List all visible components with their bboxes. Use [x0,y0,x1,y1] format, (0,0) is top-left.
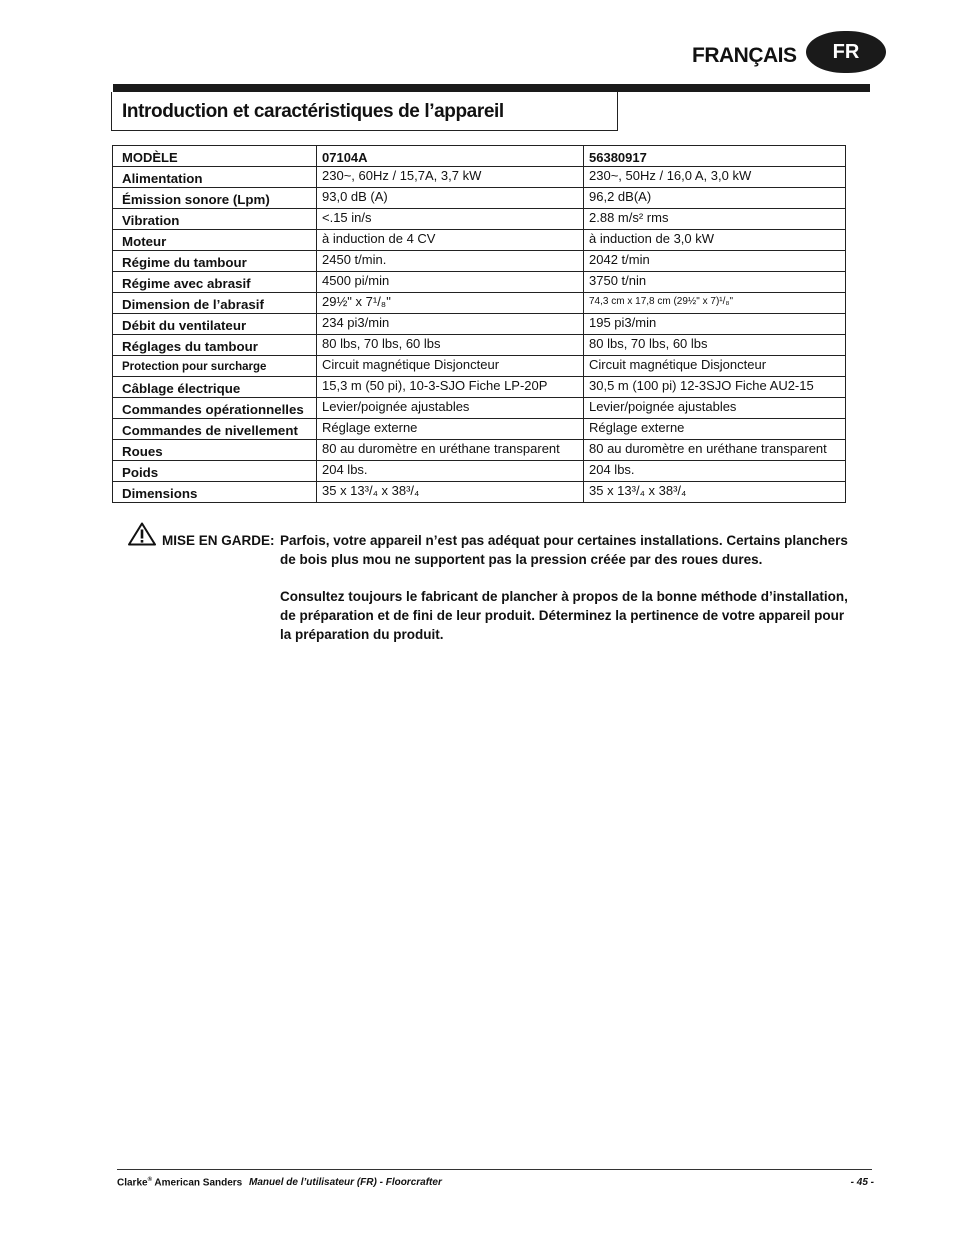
spec-value: Levier/poignée ajustables [584,398,846,419]
table-row [113,230,846,251]
spec-value: 230~, 60Hz / 15,7A, 3,7 kW [317,167,584,188]
header-rule [113,84,870,92]
spec-value: 2.88 m/s² rms [584,209,846,230]
spec-value: 2450 t/min. [317,251,584,272]
spec-value: 80 au duromètre en uréthane transparent [584,440,846,461]
table-row [113,482,846,503]
table-row [113,188,846,209]
spec-value: 204 lbs. [584,461,846,482]
spec-value: Réglage externe [317,419,584,440]
spec-value: Levier/poignée ajustables [317,398,584,419]
spec-label: Alimentation [113,167,317,188]
warning-paragraph: Consultez toujours le fabricant de plancher à propos de la bonne méthode d’installation, de préparation et de fini de leur produit. Déterminez la pertinence de votre appareil pour la préparation du produit. [280,589,848,642]
spec-value: 2042 t/min [584,251,846,272]
spec-label: Commandes opérationnelles [113,398,317,419]
spec-label: Dimensions [113,482,317,503]
spec-label: Régime du tambour [113,251,317,272]
footer-credits [117,1177,442,1188]
table-header-row [113,146,846,167]
spec-label: Dimension de l’abrasif [113,293,317,314]
table-row [113,167,846,188]
spec-value: 80 lbs, 70 lbs, 60 lbs [317,335,584,356]
spec-value: 35 x 13³/₄ x 38³/₄ [317,482,584,503]
table-row [113,398,846,419]
warning-paragraph: Parfois, votre appareil n’est pas adéquat pour certaines installations. Certains planchers de bois plus mou ne supportent pas la pression créée par des roues dures. [280,533,848,567]
column-header: 07104A [317,146,584,167]
spec-label: Émission sonore (Lpm) [113,188,317,209]
specs-table [112,145,846,503]
spec-value: à induction de 3,0 kW [584,230,846,251]
warning-label: MISE EN GARDE: [162,533,275,548]
section-title-box [111,92,618,131]
column-header: MODÈLE [113,146,317,167]
warning-triangle-icon [128,522,156,549]
spec-label: Poids [113,461,317,482]
spec-label: Débit du ventilateur [113,314,317,335]
spec-value: à induction de 4 CV [317,230,584,251]
spec-value: <.15 in/s [317,209,584,230]
table-row [113,419,846,440]
spec-label: Régime avec abrasif [113,272,317,293]
spec-value: 96,2 dB(A) [584,188,846,209]
spec-value: 74,3 cm x 17,8 cm (29½" x 7)¹/₈" [584,293,846,314]
spec-value: 4500 pi/min [317,272,584,293]
column-header: 56380917 [584,146,846,167]
spec-value: 35 x 13³/₄ x 38³/₄ [584,482,846,503]
registered-mark: ® [147,1177,152,1183]
footer-brand: Clarke [117,1177,148,1189]
footer-company: American Sanders [154,1177,243,1189]
spec-value: Circuit magnétique Disjoncteur [584,356,846,377]
spec-label: Vibration [113,209,317,230]
spec-label: Commandes de nivellement [113,419,317,440]
spec-value: 230~, 50Hz / 16,0 A, 3,0 kW [584,167,846,188]
spec-value: 80 lbs, 70 lbs, 60 lbs [584,335,846,356]
spec-value: 80 au duromètre en uréthane transparent [317,440,584,461]
table-row [113,440,846,461]
language-badge: FR [806,31,886,73]
table-row [113,314,846,335]
language-label: FRANÇAIS [692,44,797,67]
table-row [113,209,846,230]
spec-value: Réglage externe [584,419,846,440]
table-row [113,356,846,377]
section-title: Introduction et caractéristiques de l’appareil [122,101,504,122]
table-row [113,293,846,314]
spec-label: Réglages du tambour [113,335,317,356]
footer-rule [117,1169,872,1170]
table-row [113,272,846,293]
spec-value: 3750 t/nin [584,272,846,293]
spec-label: Moteur [113,230,317,251]
table-row [113,377,846,398]
spec-value: 15,3 m (50 pi), 10-3-SJO Fiche LP-20P [317,377,584,398]
spec-value: 204 lbs. [317,461,584,482]
table-row [113,251,846,272]
spec-value: 29½" x 7¹/₈" [317,293,584,314]
page-number: - 45 - [850,1177,874,1188]
spec-label: Câblage électrique [113,377,317,398]
table-row [113,461,846,482]
spec-value: 234 pi3/min [317,314,584,335]
spec-value: 93,0 dB (A) [317,188,584,209]
footer-manual-title: Manuel de l’utilisateur (FR) - Floorcrafter [249,1177,442,1189]
spec-value: Circuit magnétique Disjoncteur [317,356,584,377]
spec-value: 195 pi3/min [584,314,846,335]
spec-label: Roues [113,440,317,461]
table-row [113,335,846,356]
spec-value: 30,5 m (100 pi) 12-3SJO Fiche AU2-15 [584,377,846,398]
spec-label: Protection pour surcharge [113,356,317,377]
